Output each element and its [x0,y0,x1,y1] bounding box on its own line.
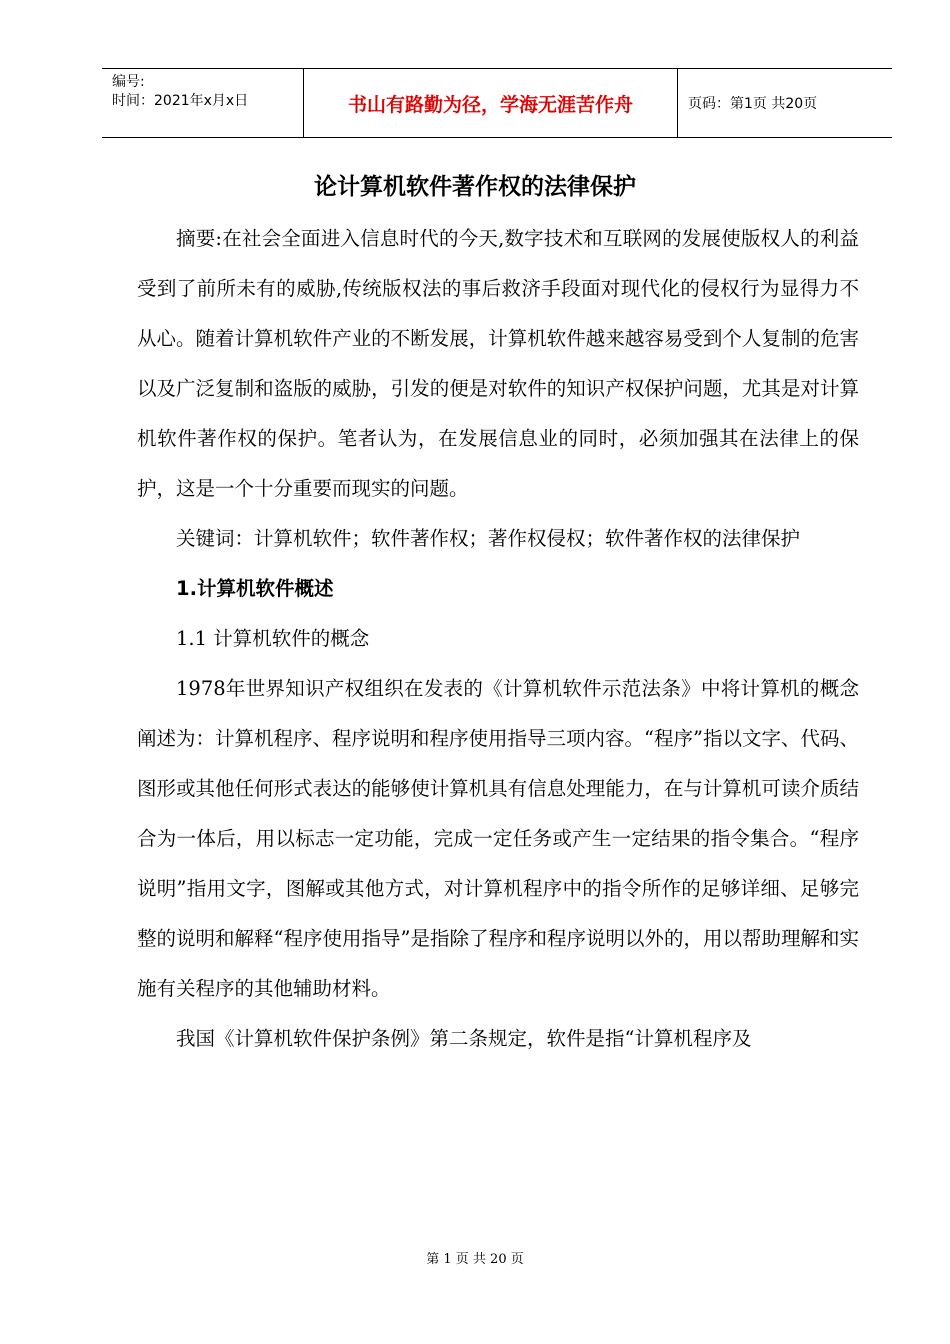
abstract-paragraph: 摘要:在社会全面进入信息时代的今天,数字技术和互联网的发展使版权人的利益受到了前所未有的威胁,传统版权法的事后救济手段面对现代化的侵权行为显得力不从心。随着计算机软件产业的不断发展，计算机软件越来越容易受到个人复制的危害以及广泛复制和盗版的威胁，引发的便是对软件的知识产权保护问题，尤其是对计算机软件著作权的保护。笔者认为，在发展信息业的同时，必须加强其在法律上的保护，这是一个十分重要而现实的问题。 [137,227,859,500]
header-table [102,68,892,138]
page-footer: 第 1 页 共 20 页 [426,1252,524,1267]
keywords-paragraph: 关键词：计算机软件；软件著作权；著作权侵权；软件著作权的法律保护 [176,527,801,550]
serial-number-label: 编号: [112,74,145,90]
header-page-info: 页码：第1页 共20页 [688,96,818,112]
header-meta-cell [102,69,304,137]
document-title: 论计算机软件著作权的法律保护 [314,174,636,200]
body-paragraph: 1978年世界知识产权组织在发表的《计算机软件示范法条》中将计算机的概念阐述为：计算机程序、程序说明和程序使用指导三项内容。“程序”指以文字、代码、图形或其他任何形式表达的能够使计算机具有信息处理能力，在与计算机可读介质结合为一体后，用以标志一定功能，完成一定任务或产生一定结果的指令集合。“程序说明”指用文字，图解或其他方式，对计算机程序中的指令所作的足够详细、足够完整的说明和解释“程序使用指导”是指除了程序和程序说明以外的，用以帮助理解和实施有关程序的其他辅助材料。 [137,677,859,1000]
header-slogan: 书山有路勤为径，学海无涯苦作舟 [304,69,678,137]
subsection-heading: 1.1 计算机软件的概念 [176,627,370,650]
body-paragraph: 我国《计算机软件保护条例》第二条规定，软件是指“计算机程序及 [176,1027,752,1050]
date-label: 时间：2021年x月x日 [112,93,249,109]
document-body [137,214,859,1064]
section-heading: 1.计算机软件概述 [176,577,334,600]
